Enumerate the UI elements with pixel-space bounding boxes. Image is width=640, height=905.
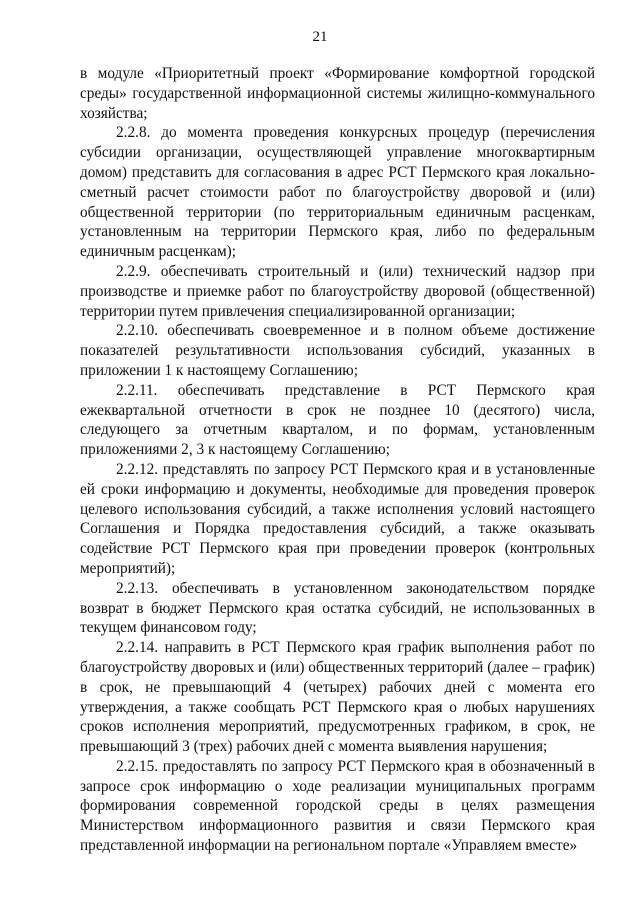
paragraph-2-2-12: 2.2.12. представлять по запросу РСТ Пермского края и в установленные ей сроки информацию и документы, необходимые для проведения проверок целевого использования субсидий, а также исполнения условий настоящего Соглашения и Порядка предоставления субсидий, а также оказывать содействие РСТ Пермского края при проведении проверок (контрольных мероприятий); xyxy=(80,460,595,577)
paragraph-continuation: в модуле «Приоритетный проект «Формирование комфортной городской среды» государственной информационной системы жилищно-коммунального хозяйства; xyxy=(80,65,595,122)
page-number: 21 xyxy=(312,29,328,45)
paragraph-2-2-11: 2.2.11. обеспечивать представление в РСТ Пермского края ежеквартальной отчетности в срок не позднее 10 (десятого) числа, следующего за отчетным кварталом, и по формам, установленным приложениями 2, 3 к настоящему Соглашению; xyxy=(80,381,595,459)
document-body xyxy=(80,64,595,856)
paragraph-2-2-8: 2.2.8. до момента проведения конкурсных процедур (перечисления субсидии организации, осуществляющей управление многоквартирным домом) представить для согласования в адрес РСТ Пермского края локально-сметный расчет стоимости работ по благоустройству дворовой и (или) общественной территории (по территориальным единичным расценкам, установленным на территории Пермского края, либо по федеральным единичным расценкам); xyxy=(80,124,595,261)
paragraph-2-2-15: 2.2.15. предоставлять по запросу РСТ Пермского края в обозначенный в запросе срок информацию о ходе реализации муниципальных программ формирования современной городской среды в целях размещения Министерством информационного развития и связи Пермского края представленной информации на региональном портале «Управляем вместе» xyxy=(80,757,595,855)
paragraph-2-2-9: 2.2.9. обеспечивать строительный и (или) технический надзор при производстве и приемке работ по благоустройству дворовой (общественной) территории путем привлечения специализированной организации; xyxy=(80,262,595,320)
paragraph-2-2-14: 2.2.14. направить в РСТ Пермского края график выполнения работ по благоустройству дворовых и (или) общественных территорий (далее – график) в срок, не превышающий 4 (четырех) рабочих дней с момента его утверждения, а также сообщать РСТ Пермского края о любых нарушениях сроков исполнения мероприятий, предусмотренных графиком, в срок, не превышающий 3 (трех) рабочих дней с момента выявления нарушения; xyxy=(80,639,595,756)
paragraph-2-2-10: 2.2.10. обеспечивать своевременное и в полном объеме достижение показателей результативности использования субсидий, указанных в приложении 1 к настоящему Соглашению; xyxy=(80,322,595,379)
paragraph-2-2-13: 2.2.13. обеспечивать в установленном законодательством порядке возврат в бюджет Пермского края остатка субсидий, не использованных в текущем финансовом году; xyxy=(80,579,595,637)
